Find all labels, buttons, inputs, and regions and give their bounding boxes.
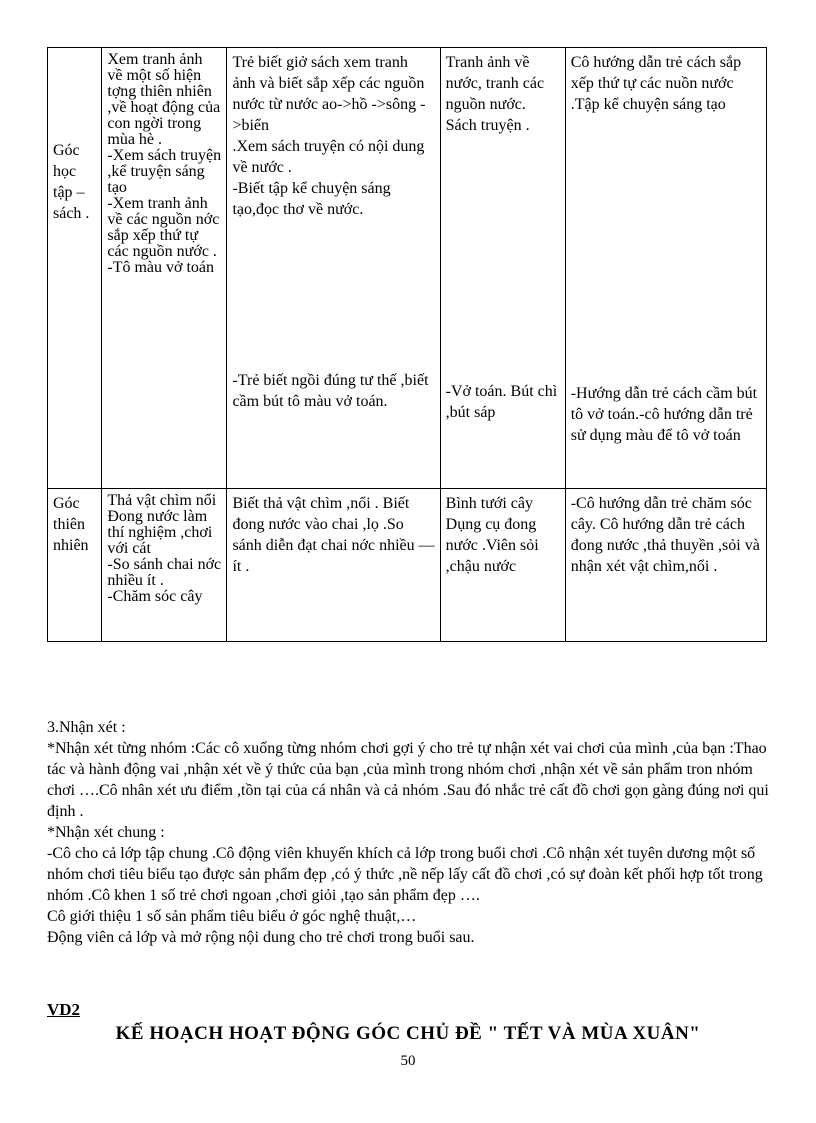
vd-label: VD2 — [47, 1000, 81, 1019]
notes-paragraph: -Cô cho cả lớp tập chung .Cô động viên khuyến khích cả lớp trong buổi chơi .Cô nhận xét tuyên dương một số nhóm chơi tiêu biểu tạo được sản phẩm đẹp ,có ý thức ,nề nếp lấy cất đồ chơi ,có sự đoàn kết phối hợp tốt trong nhóm .Cô khen 1 số trẻ chơi ngoan ,chơi giỏi ,tạo sản phẩm đẹp …. — [47, 845, 763, 904]
table-row — [48, 48, 767, 489]
notes-section — [47, 717, 769, 948]
page-title: KẾ HOẠCH HOẠT ĐỘNG GÓC CHỦ ĐỀ " TẾT VÀ MÙA XUÂN" — [115, 1023, 701, 1044]
guidance-cell: -Cô hướng dẫn trẻ chăm sóc cây. Cô hướng dẫn trẻ cách đong nước ,thả thuyền ,sỏi và nhận xét vật chìm,nổi . — [565, 489, 766, 642]
notes-paragraph: Động viên cả lớp và mở rộng nội dung cho trẻ chơi trong buổi sau. — [47, 929, 475, 946]
notes-heading: 3.Nhận xét : — [47, 719, 126, 736]
materials-cell: Tranh ảnh về nước, tranh các nguồn nước. Sách truyện . -Vở toán. Bút chì ,bút sáp — [440, 48, 565, 489]
row-label: Góc học tập –sách . — [48, 48, 102, 489]
guidance-cell: Cô hướng dẫn trẻ cách sắp xếp thứ tự các nuồn nước .Tập kể chuyện sáng tạo -Hướng dẫn trẻ cách cầm bút tô vở toán.-cô hướng dẫn trẻ sử dụng màu để tô vở toán — [565, 48, 766, 489]
row-label: Góc thiên nhiên — [48, 489, 102, 642]
notes-paragraph: Cô giới thiệu 1 số sản phẩm tiêu biểu ở góc nghệ thuật,… — [47, 908, 417, 925]
page-number: 50 — [400, 1053, 416, 1069]
goals-cell: Biết thả vật chìm ,nổi . Biết đong nước vào chai ,lọ .So sánh diễn đạt chai nớc nhiều —ít . — [227, 489, 440, 642]
notes-paragraph: *Nhận xét từng nhóm :Các cô xuống từng nhóm chơi gợi ý cho trẻ tự nhận xét vai chơi của mình ,của bạn :Thao tác và hành động vai ,nhận xét về ý thức của bạn ,của mình trong nhóm chơi ,nhận xét về sản phẩm tron nhóm chơi ….Cô nhân xét ưu điểm ,tồn tại của cá nhân và cả nhóm .Sau đó nhắc trẻ cất đồ chơi gọn gàng đúng nơi qui định . — [47, 740, 769, 820]
activities-cell: Xem tranh ảnh về một số hiện tợng thiên nhiên ,về hoạt động của con ngời trong mùa hè . -Xem sách truyện ,kể truyện sáng tạo -Xem tranh ảnh về các nguồn nớc sắp xếp thứ tự các nguồn nước . -Tô màu vở toán — [102, 48, 227, 489]
activities-cell: Thả vật chìm nổi Đong nước làm thí nghiệm ,chơi với cát -So sánh chai nớc nhiều ít . -Chăm sóc cây — [102, 489, 227, 642]
notes-subheading: *Nhận xét chung : — [47, 824, 165, 841]
materials-cell: Bình tưới cây Dụng cụ đong nước .Viên sỏi ,chậu nước — [440, 489, 565, 642]
goals-cell: Trẻ biết giở sách xem tranh ảnh và biết sắp xếp các nguồn nước từ nước ao->hồ ->sông ->biển .Xem sách truyện có nội dung về nước . -Biết tập kể chuyện sáng tạo,đọc thơ về nước. -Trẻ biết ngồi đúng tư thế ,biết cầm bút tô màu vở toán. — [227, 48, 440, 489]
activity-table — [47, 47, 767, 642]
table-row — [48, 489, 767, 642]
